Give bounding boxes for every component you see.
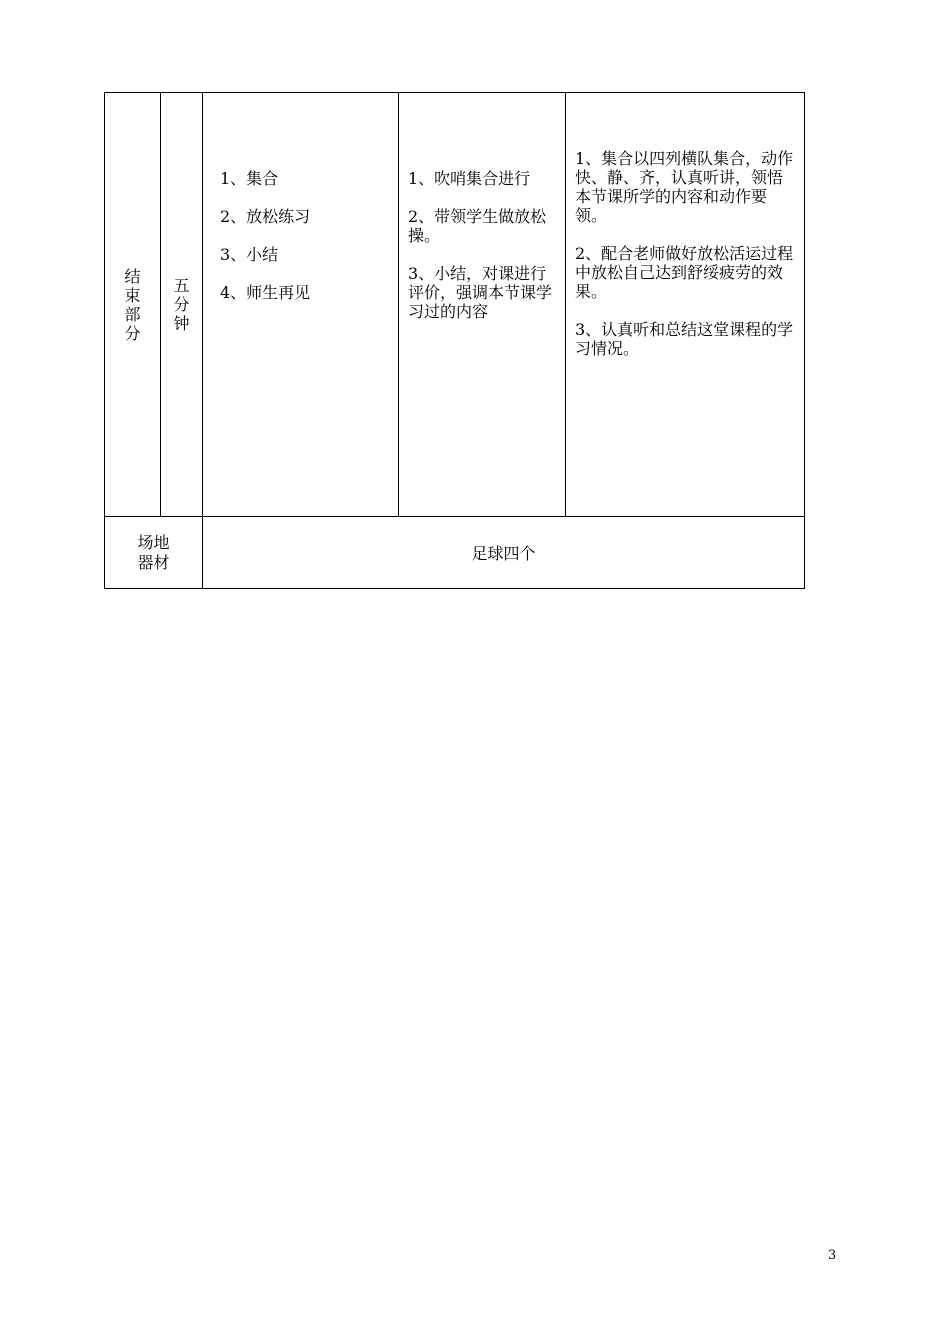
content-list — [203, 93, 398, 303]
student-activity-item: 3、认真听和总结这堂课程的学习情况。 — [575, 320, 794, 358]
student-activity-item: 2、配合老师做好放松活运过程中放松自己达到舒绥疲劳的效果。 — [575, 244, 794, 301]
venue-label-line: 场地 — [137, 532, 170, 552]
teacher-activity-list — [399, 93, 565, 321]
student-activity-list — [566, 93, 804, 358]
section-label-cell — [105, 93, 161, 517]
venue-equipment-value-cell — [203, 517, 805, 589]
content-item: 2、放松练习 — [220, 207, 311, 226]
equipment-label-line: 器材 — [137, 552, 170, 572]
section-label: 结束部分 — [124, 266, 141, 343]
venue-equipment-label-cell — [105, 517, 203, 589]
teacher-activity-item: 1、吹哨集合进行 — [408, 169, 531, 188]
teacher-activity-item: 3、小结，对课进行评价，强调本节课学习过的内容 — [408, 264, 553, 321]
student-activity-item: 1、集合以四列横队集合，动作快、静、齐，认真听讲，领悟本节课所学的内容和动作要领。 — [575, 149, 794, 225]
content-item: 1、集合 — [220, 169, 279, 188]
duration-cell — [161, 93, 203, 517]
ending-section-row — [105, 93, 805, 517]
venue-equipment-value: 足球四个 — [471, 544, 536, 563]
lesson-plan-table — [104, 92, 805, 589]
duration-label: 五分钟 — [173, 276, 190, 333]
content-item: 3、小结 — [220, 245, 279, 264]
student-activity-cell — [566, 93, 805, 517]
teacher-activity-item: 2、带领学生做放松操。 — [408, 207, 547, 245]
venue-equipment-row — [105, 517, 805, 589]
page-number: 3 — [828, 1248, 837, 1263]
content-cell — [203, 93, 399, 517]
teacher-activity-cell — [399, 93, 566, 517]
content-item: 4、师生再见 — [220, 283, 311, 302]
